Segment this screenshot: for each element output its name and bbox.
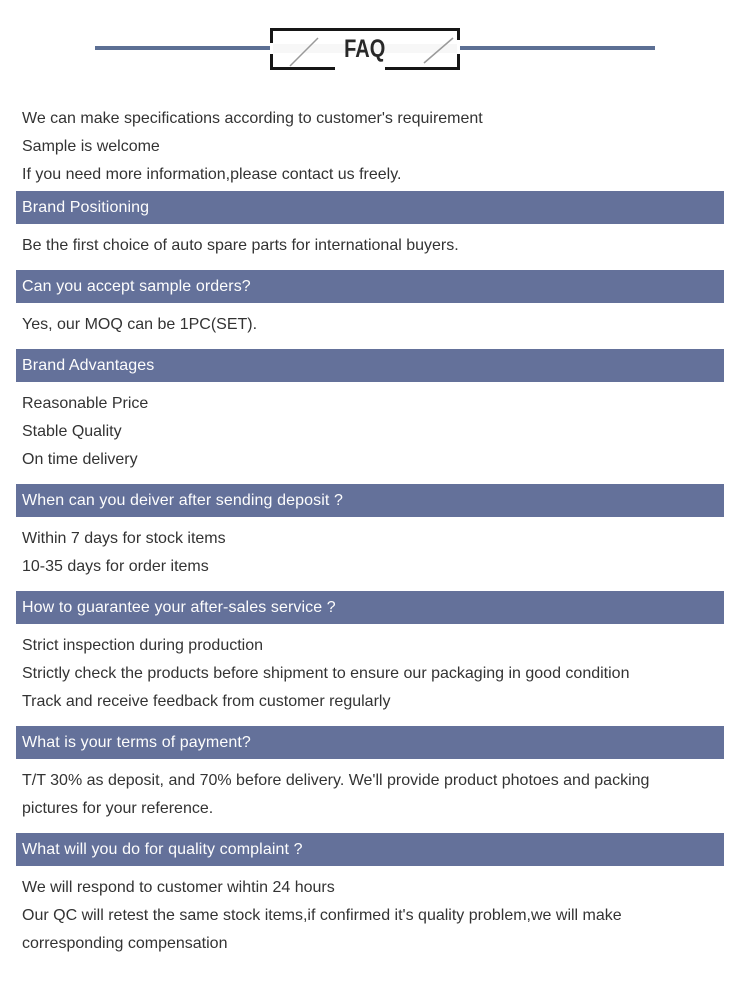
- faq-section: [0, 484, 750, 589]
- section-title: Can you accept sample orders?: [22, 277, 251, 295]
- text-line: Yes, our MOQ can be 1PC(SET).: [22, 316, 258, 333]
- text-line: Sample is welcome: [22, 138, 160, 155]
- section-body: [0, 866, 750, 966]
- section-title-bar: [16, 270, 724, 303]
- section-title-bar: [16, 349, 724, 382]
- section-title: What will you do for quality complaint ?: [22, 840, 303, 858]
- section-title: What is your terms of payment?: [22, 733, 251, 751]
- text-line: 10-35 days for order items: [22, 558, 209, 575]
- section-title: How to guarantee your after-sales service ?: [22, 598, 336, 616]
- faq-section: [0, 191, 750, 268]
- section-body: [0, 303, 750, 347]
- text-line: pictures for your reference.: [22, 800, 214, 817]
- section-title-bar: [16, 726, 724, 759]
- text-line: Within 7 days for stock items: [22, 530, 226, 547]
- text-line: Strict inspection during production: [22, 637, 264, 654]
- section-title-bar: [16, 833, 724, 866]
- faq-section: [0, 833, 750, 966]
- faq-title-box: [270, 28, 460, 70]
- section-body: [0, 224, 750, 268]
- text-line: If you need more information,please contact us freely.: [22, 166, 402, 183]
- section-title: When can you deiver after sending deposit ?: [22, 491, 343, 509]
- border-gap-right: [457, 40, 460, 54]
- border-gap-bottom: [335, 67, 385, 70]
- text-line: Stable Quality: [22, 423, 122, 440]
- text-line: We will respond to customer wihtin 24 hours: [22, 879, 335, 896]
- text-line: Strictly check the products before shipment to ensure our packaging in good condition: [22, 665, 630, 682]
- left-slash-icon: [290, 38, 318, 66]
- text-line: Our QC will retest the same stock items,if confirmed it's quality problem,we will make: [22, 907, 622, 924]
- section-body: [0, 517, 750, 589]
- section-body: [0, 624, 750, 724]
- faq-header: [0, 0, 750, 95]
- text-line: Reasonable Price: [22, 395, 149, 412]
- faq-section: [0, 349, 750, 482]
- section-body: [0, 382, 750, 482]
- text-line: Track and receive feedback from customer regularly: [22, 693, 391, 710]
- section-title-bar: [16, 484, 724, 517]
- intro-paragraph: [0, 95, 750, 189]
- section-title-bar: [16, 591, 724, 624]
- section-title: Brand Positioning: [22, 198, 150, 216]
- text-line: T/T 30% as deposit, and 70% before delivery. We'll provide product photoes and packing: [22, 772, 650, 789]
- faq-section: [0, 591, 750, 724]
- faq-section: [0, 270, 750, 347]
- text-line: On time delivery: [22, 451, 138, 468]
- faq-section: [0, 726, 750, 831]
- page-title: FAQ: [344, 34, 386, 63]
- section-title-bar: [16, 191, 724, 224]
- right-slash-icon: [424, 38, 453, 63]
- border-gap-left: [270, 43, 273, 54]
- section-body: [0, 759, 750, 831]
- text-line: Be the first choice of auto spare parts for international buyers.: [22, 237, 459, 254]
- faq-sections-list: [0, 191, 750, 966]
- text-line: corresponding compensation: [22, 935, 228, 952]
- section-title: Brand Advantages: [22, 356, 155, 374]
- text-line: We can make specifications according to customer's requirement: [22, 110, 483, 127]
